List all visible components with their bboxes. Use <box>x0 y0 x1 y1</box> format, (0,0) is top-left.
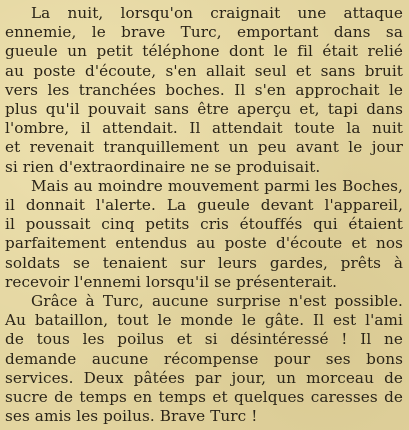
text-line: si rien d'extraordinaire ne se produisait. <box>5 157 321 176</box>
text-line: demande aucune récompense pour ses bons <box>5 349 403 368</box>
text-line: Au bataillon, tout le monde le gâte. Il est l'ami <box>5 311 403 330</box>
text-line: ennemie, le brave Turc, emportant dans sa <box>5 23 403 42</box>
text-line: plus qu'il pouvait sans être aperçu et, tapi dans <box>5 100 403 119</box>
text-line: La nuit, lorsqu'on craignait une attaque <box>31 4 403 22</box>
text-line: il poussait cinq petits cris étouffés qui étaient <box>5 215 403 234</box>
text-line: ses amis les poilus. Brave Turc ! <box>5 407 258 426</box>
text-line: parfaitement entendus au poste d'écoute et nos <box>5 234 403 253</box>
text-line: vers les tranchées boches. Il s'en approchait le <box>5 80 403 99</box>
text-line: recevoir l'ennemi lorsqu'il se présenterait. <box>5 272 338 291</box>
text-line: sucre de temps en temps et quelques caresses de <box>5 388 403 407</box>
text-line: services. Deux pâtées par jour, un morceau de <box>5 368 403 387</box>
text-line: soldats se tenaient sur leurs gardes, prêts à <box>5 253 403 272</box>
text-line: l'ombre, il attendait. Il attendait toute la nuit <box>5 119 403 138</box>
text-line: de tous les poilus et si désintéressé ! Il ne <box>5 330 403 349</box>
text-line: Grâce à Turc, aucune surprise n'est possible. <box>31 292 403 311</box>
paragraph-3 <box>5 292 403 426</box>
text-line: gueule un petit téléphone dont le fil était relié <box>5 42 403 61</box>
text-line: Mais au moindre mouvement parmi les Boches, <box>31 176 403 195</box>
text-line: et revenait tranquillement un peu avant le jour <box>5 138 403 157</box>
text-line: au poste d'écoute, s'en allait seul et sans bruit <box>5 61 403 80</box>
paragraph-2 <box>5 177 403 292</box>
paragraph-1 <box>5 4 403 177</box>
text-line: il donnait l'alerte. La gueule devant l'appareil, <box>5 196 403 215</box>
